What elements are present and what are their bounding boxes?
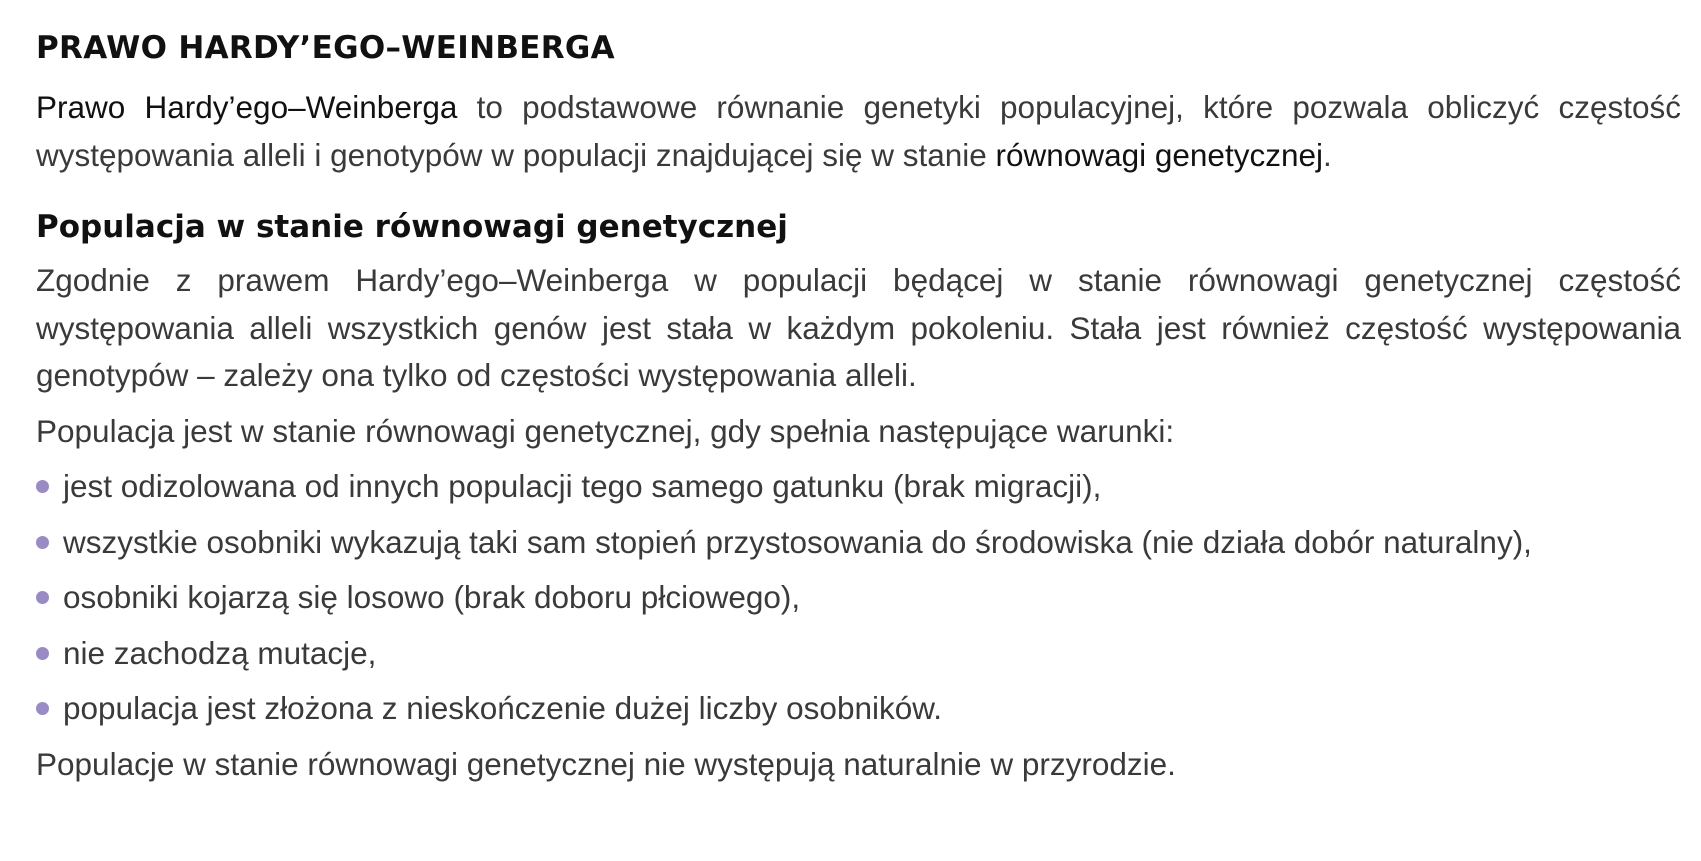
section-heading: Populacja w stanie równowagi genetycznej bbox=[36, 209, 788, 245]
list-item bbox=[36, 574, 1681, 622]
bullet-icon bbox=[36, 647, 49, 660]
list-item bbox=[36, 463, 1681, 511]
page-title: PRAWO HARDY’EGO–WEINBERGA bbox=[36, 30, 615, 66]
bullet-icon bbox=[36, 591, 49, 604]
bullet-icon bbox=[36, 536, 49, 549]
section-paragraph-1: Zgodnie z prawem Hardy’ego–Weinberga w populacji będącej w stanie równowagi genetycznej częstość występowania alleli wszystkich genów jest stała w każdym pokoleniu. Stała jest również częstość występowania genotypów – zależy ona tylko od częstości występowania alleli. bbox=[36, 262, 1681, 393]
intro-term-equilibrium: równowagi genetycznej bbox=[995, 136, 1323, 173]
closing-paragraph: Populacje w stanie równowagi genetycznej nie występują naturalnie w przyrodzie. bbox=[36, 745, 1176, 782]
list-item-text: osobniki kojarzą się losowo (brak doboru płciowego), bbox=[63, 579, 801, 615]
list-item bbox=[36, 519, 1681, 567]
list-item-text: wszystkie osobniki wykazują taki sam stopień przystosowania do środowiska (nie działa dobór naturalny), bbox=[63, 523, 1532, 560]
section-paragraph-2: Populacja jest w stanie równowagi genetycznej, gdy spełnia następujące warunki: bbox=[36, 412, 1175, 449]
intro-text: to podstawowe równanie genetyki populacyjnej, które pozwala obliczyć częstość występowania alleli i genotypów w populacji znajdującej się w stanie bbox=[36, 89, 1681, 173]
list-item bbox=[36, 630, 1681, 678]
conditions-list bbox=[36, 463, 1681, 733]
intro-text-end: . bbox=[1323, 136, 1332, 173]
bullet-icon bbox=[36, 702, 49, 715]
list-item bbox=[36, 685, 1681, 733]
intro-paragraph bbox=[36, 84, 1681, 179]
intro-term: Prawo Hardy’ego–Weinberga bbox=[36, 89, 458, 125]
list-item-text: nie zachodzą mutacje, bbox=[63, 634, 377, 671]
list-item-text: populacja jest złożona z nieskończenie dużej liczby osobników. bbox=[63, 690, 943, 726]
bullet-icon bbox=[36, 480, 49, 493]
list-item-text: jest odizolowana od innych populacji tego samego gatunku (brak migracji), bbox=[63, 468, 1102, 504]
